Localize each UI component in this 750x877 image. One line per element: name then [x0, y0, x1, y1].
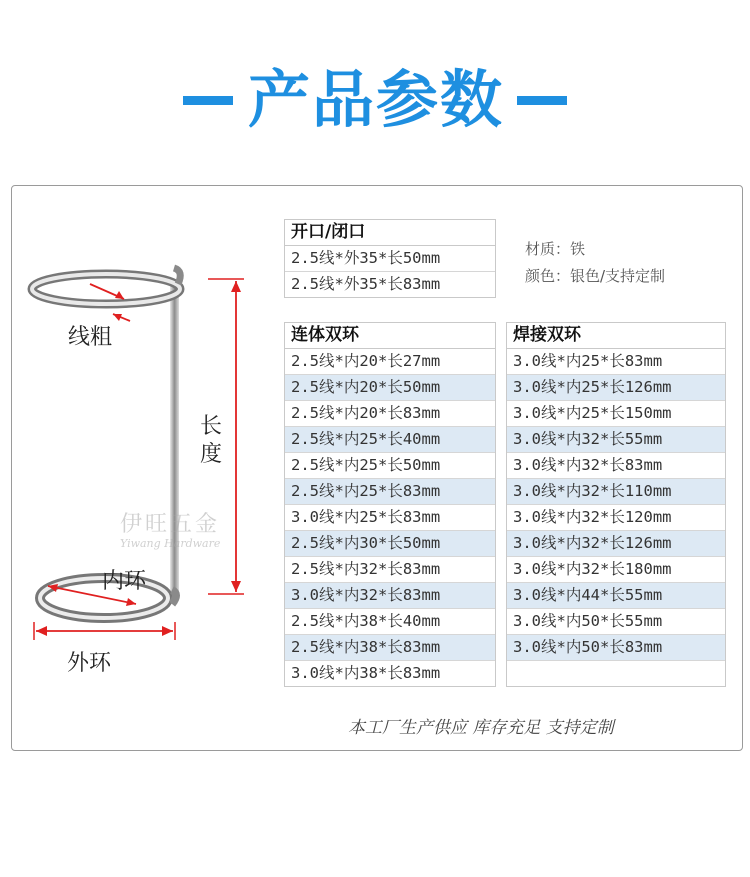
table-row	[507, 661, 725, 686]
table-row: 3.0线*内32*长83mm	[507, 453, 725, 479]
table-row: 3.0线*内44*长55mm	[507, 583, 725, 609]
material-line: 材质：铁	[525, 240, 586, 258]
wire-thickness-label: 线粗	[68, 325, 113, 350]
table-row: 2.5线*内38*长83mm	[285, 635, 495, 661]
table-row: 3.0线*内25*长83mm	[285, 505, 495, 531]
table-row: 3.0线*内32*长126mm	[507, 531, 725, 557]
table-row: 2.5线*外35*长50mm	[285, 246, 495, 272]
length-label-bottom: 度	[200, 442, 223, 467]
outer-ring-dimension	[34, 622, 175, 640]
table-row: 3.0线*内25*长126mm	[507, 375, 725, 401]
table-row: 2.5线*内25*长50mm	[285, 453, 495, 479]
table-row: 2.5线*内25*长83mm	[285, 479, 495, 505]
top-ring	[32, 268, 180, 304]
table-row: 2.5线*内20*长27mm	[285, 349, 495, 375]
table-row: 2.5线*内38*长40mm	[285, 609, 495, 635]
product-illustration	[12, 186, 272, 686]
connected-double-ring-header: 连体双环	[285, 323, 495, 349]
table-row: 2.5线*内20*长50mm	[285, 375, 495, 401]
color-line: 颜色：银色/支持定制	[525, 267, 666, 285]
table-row: 3.0线*内25*长150mm	[507, 401, 725, 427]
double-ring-drawing	[12, 186, 272, 686]
table-row: 3.0线*内25*长83mm	[507, 349, 725, 375]
welded-double-ring-table	[506, 322, 726, 687]
table-row: 2.5线*内32*长83mm	[285, 557, 495, 583]
footer-note: 本工厂生产供应 库存充足 支持定制	[348, 718, 614, 738]
table-row: 3.0线*内32*长55mm	[507, 427, 725, 453]
table-row: 3.0线*内32*长120mm	[507, 505, 725, 531]
watermark-cn: 伊旺五金	[120, 512, 221, 537]
table-row: 3.0线*内50*长83mm	[507, 635, 725, 661]
page-title: 产品参数	[247, 63, 504, 136]
title-left-bar	[183, 96, 233, 105]
table-row: 2.5线*内30*长50mm	[285, 531, 495, 557]
parameter-panel	[11, 185, 743, 751]
inner-ring-label: 内环	[102, 569, 147, 594]
open-close-header: 开口/闭口	[285, 220, 495, 246]
table-row: 3.0线*内50*长55mm	[507, 609, 725, 635]
open-close-table	[284, 219, 496, 298]
table-row: 3.0线*内32*长110mm	[507, 479, 725, 505]
table-row: 3.0线*内32*长83mm	[285, 583, 495, 609]
table-row: 3.0线*内32*长180mm	[507, 557, 725, 583]
connected-double-ring-table	[284, 322, 496, 687]
material-info	[525, 236, 665, 290]
table-row: 2.5线*内20*长83mm	[285, 401, 495, 427]
table-row: 2.5线*外35*长83mm	[291, 275, 441, 293]
welded-double-ring-header: 焊接双环	[507, 323, 725, 349]
length-label-top: 长	[200, 414, 223, 439]
watermark-en: Yiwang Hardware	[120, 537, 221, 550]
page-title-row	[0, 60, 750, 140]
outer-ring-label: 外环	[67, 651, 112, 676]
table-row: 2.5线*内25*长40mm	[285, 427, 495, 453]
table-row: 3.0线*内38*长83mm	[291, 664, 441, 682]
title-right-bar	[517, 96, 567, 105]
